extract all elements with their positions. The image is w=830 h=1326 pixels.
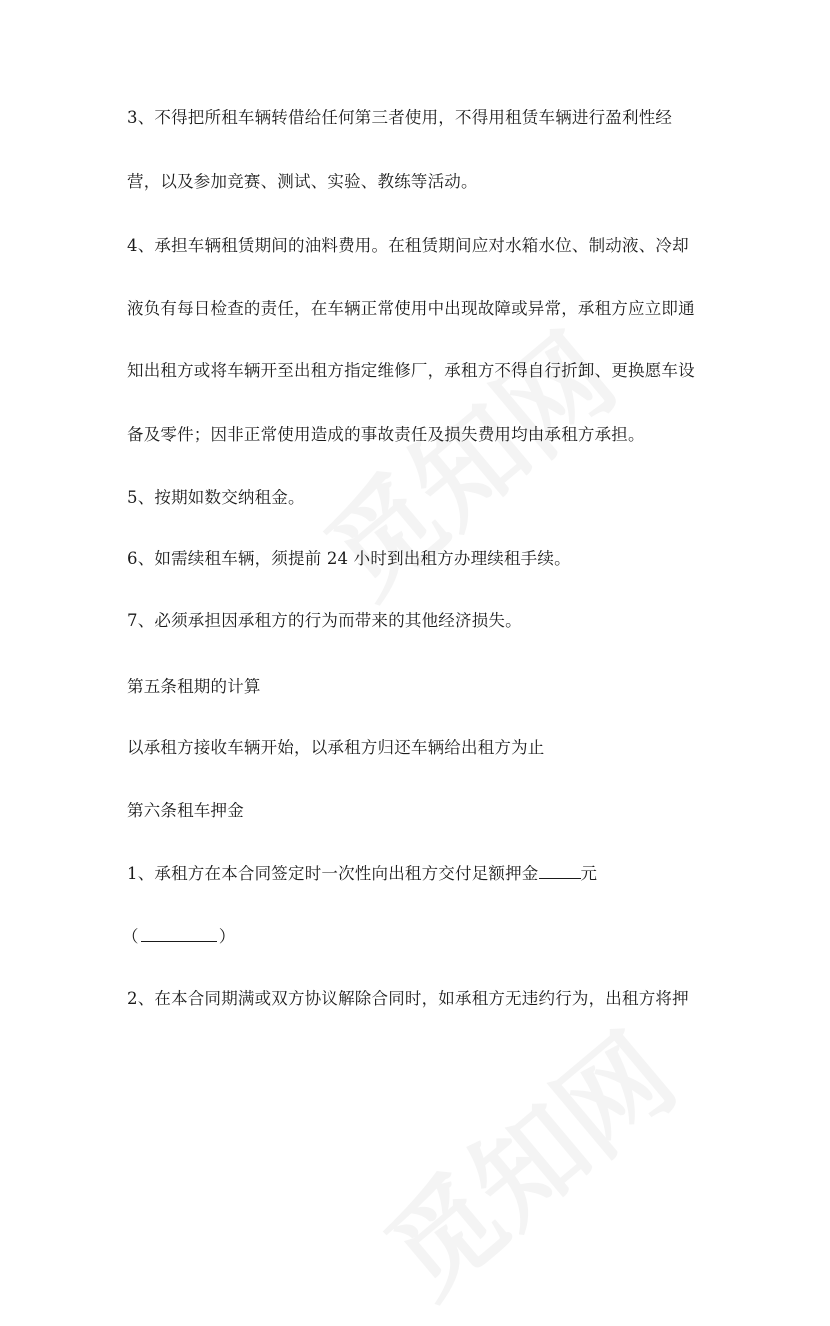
deposit-unit: 元 xyxy=(580,864,598,883)
paragraph-line: 备及零件；因非正常使用造成的事故责任及损失费用均由承租方承担。 xyxy=(127,425,645,444)
paragraph-line: 知出租方或将车辆开至出租方指定维修厂，承租方不得自行折卸、更换愿车设 xyxy=(127,361,695,380)
section-heading: 第五条租期的计算 xyxy=(127,677,261,696)
paragraph-line: 7、必须承担因承租方的行为而带来的其他经济损失。 xyxy=(127,611,522,630)
paragraph-line: 以承租方接收车辆开始，以承租方归还车辆给出租方为止 xyxy=(127,738,545,757)
blank-field xyxy=(141,925,217,942)
deposit-text: 1、承租方在本合同签定时一次性向出租方交付足额押金 xyxy=(127,864,539,883)
amount-in-words-line xyxy=(122,925,235,948)
paragraph-line: 液负有每日检查的责任，在车辆正常使用中出现故障或异常，承租方应立即通 xyxy=(127,299,695,318)
paragraph-line: 5、按期如数交纳租金。 xyxy=(127,488,305,507)
close-paren: ） xyxy=(218,927,236,946)
paragraph-line: 3、不得把所租车辆转借给任何第三者使用，不得用租赁车辆进行盈利性经 xyxy=(127,108,673,127)
paragraph-line: 2、在本合同期满或双方协议解除合同时，如承租方无违约行为，出租方将押 xyxy=(127,989,689,1008)
paragraph-line: 4、承担车辆租赁期间的油料费用。在租赁期间应对水箱水位、制动液、冷却 xyxy=(127,236,689,255)
watermark xyxy=(288,292,642,625)
watermark xyxy=(348,992,702,1325)
blank-field xyxy=(539,862,581,879)
open-paren: （ xyxy=(122,927,139,946)
paragraph-line: 6、如需续租车辆，须提前 24 小时到出租方办理续租手续。 xyxy=(127,549,571,568)
paragraph-line: 营，以及参加竞赛、测试、实验、教练等活动。 xyxy=(127,172,478,191)
deposit-line xyxy=(127,862,597,885)
section-heading: 第六条租车押金 xyxy=(127,801,244,820)
